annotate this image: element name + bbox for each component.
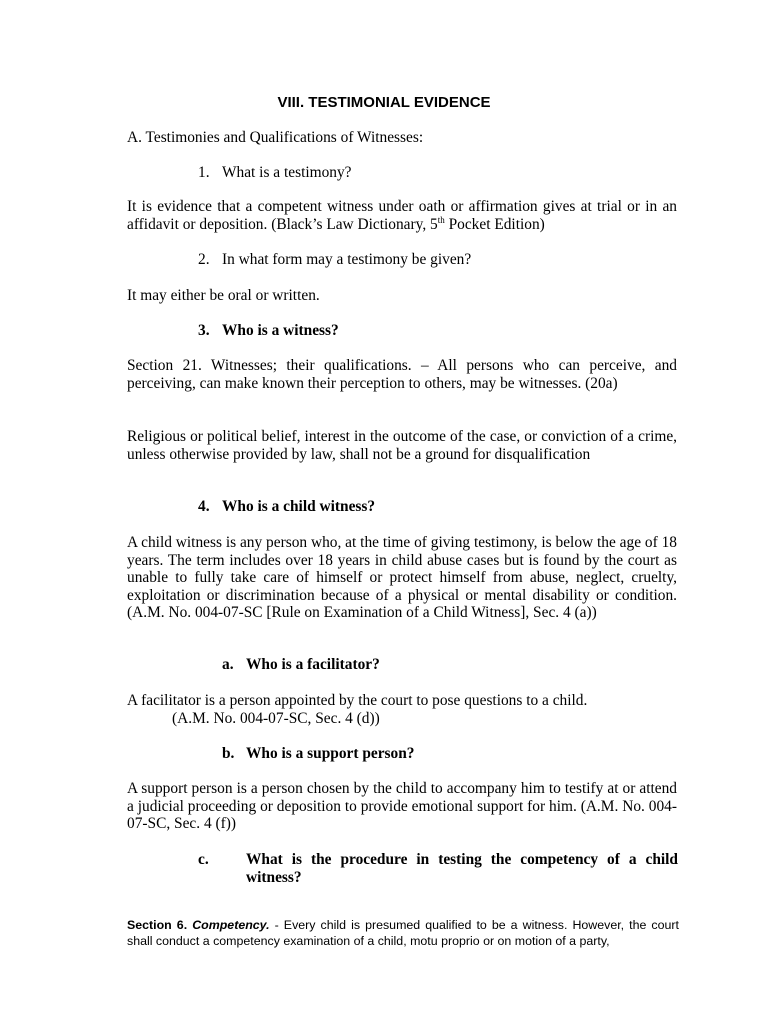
answer-1: [127, 198, 677, 233]
answer-text: A facilitator is a person appointed by the court to pose questions to a child.: [127, 692, 588, 709]
document-title: VIII. TESTIMONIAL EVIDENCE: [277, 94, 491, 111]
question-text: Who is a support person?: [246, 745, 415, 762]
superscript: th: [437, 214, 445, 225]
question-number: 1.: [198, 164, 210, 181]
question-a: [222, 656, 678, 674]
section-6-body: - Every child is presumed qualified to be a witness. However, the court shall conduct a competency examination of a child, motu proprio or on motion of a party,: [127, 918, 679, 948]
question-b: [222, 745, 678, 763]
question-text: Who is a witness?: [222, 322, 339, 339]
answer-2: It may either be oral or written.: [127, 287, 320, 304]
question-number: a.: [222, 656, 234, 673]
question-number: b.: [222, 745, 235, 762]
question-number: 3.: [198, 322, 210, 339]
question-number: 2.: [198, 251, 210, 268]
answer-citation: (A.M. No. 004-07-SC, Sec. 4 (d)): [172, 709, 380, 727]
answer-text: It is evidence that a competent witness under oath or affirmation gives at trial or in an affidavit or deposition. (Black’s Law Dictionary, 5: [127, 198, 677, 233]
question-1: [198, 164, 678, 182]
answer-b: A support person is a person chosen by the child to accompany him to testify at or attend a judicial proceeding or deposition to provide emotional support for him. (A.M. No. 004-07-SC, Sec. 4 (f)): [127, 780, 677, 832]
question-text: What is the procedure in testing the competency of a child witness?: [246, 851, 678, 886]
section-a-heading: A. Testimonies and Qualifications of Witnesses:: [127, 129, 424, 146]
answer-3: Section 21. Witnesses; their qualifications. – All persons who can perceive, and perceiving, can make known their perception to others, may be witnesses. (20a): [127, 357, 677, 392]
answer-a: [127, 692, 677, 727]
question-2: [198, 251, 678, 269]
question-number: c.: [198, 851, 209, 868]
answer-4: A child witness is any person who, at the time of giving testimony, is below the age of 18 years. The term includes over 18 years in child abuse cases but is found by the court as unable to fully take care of himself or protect himself from abuse, neglect, cruelty, exploitation or discrimination because of a physical or mental disability or condition. (A.M. No. 004-07-SC [Rule on Examination of a Child Witness], Sec. 4 (a)): [127, 534, 677, 621]
question-text: In what form may a testimony be given?: [222, 251, 472, 268]
question-number: 4.: [198, 498, 210, 515]
section-6-term: Competency.: [192, 918, 270, 932]
question-text: Who is a child witness?: [222, 498, 376, 515]
answer-tail: Pocket Edition): [444, 215, 545, 233]
question-c: [198, 851, 678, 886]
section-6-text: [127, 917, 679, 949]
question-3: [198, 322, 678, 340]
answer-3b: Religious or political belief, interest in the outcome of the case, or conviction of a crime, unless otherwise provided by law, shall not be a ground for disqualification: [127, 428, 677, 463]
question-4: [198, 498, 678, 516]
section-6-lead: Section 6. Competency.: [127, 918, 270, 932]
question-text: What is a testimony?: [222, 164, 352, 181]
question-text: Who is a facilitator?: [246, 656, 380, 673]
